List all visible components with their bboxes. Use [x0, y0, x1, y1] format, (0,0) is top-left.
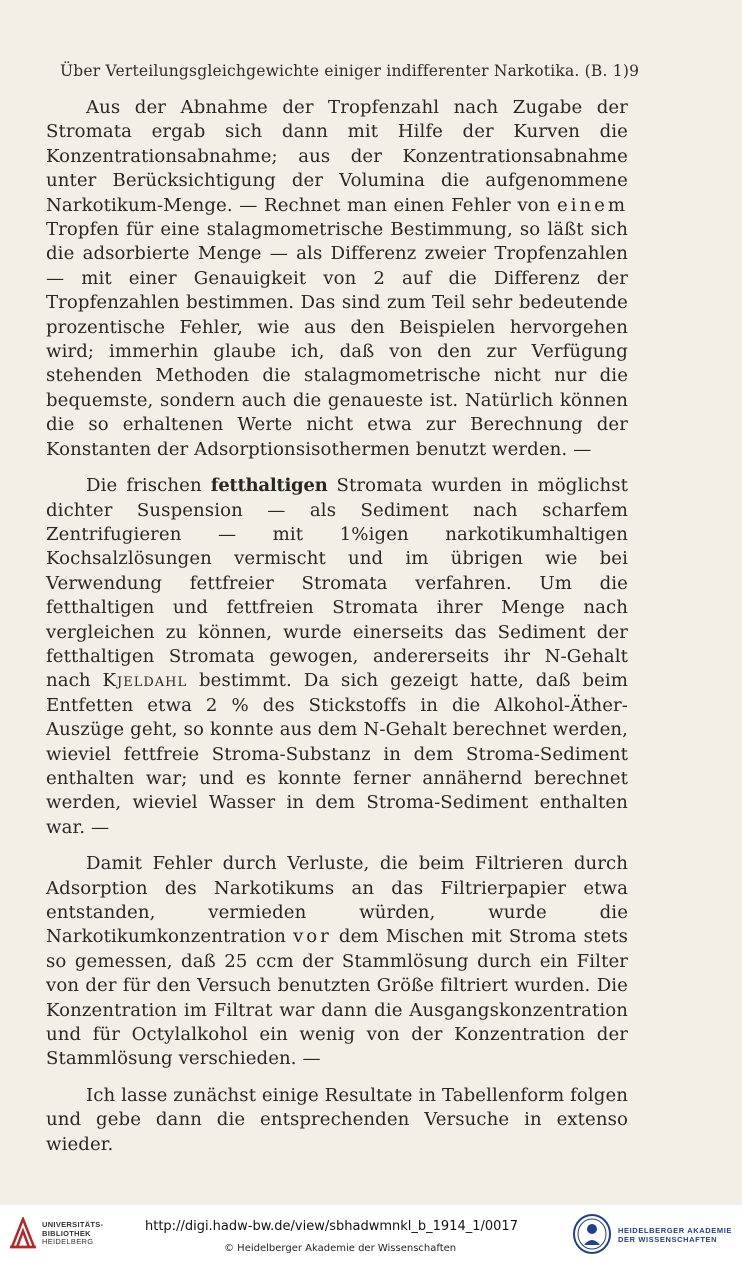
academy-wordmark [618, 1226, 732, 1244]
paragraph-2-text-b: Stromata wurden in möglichst dichter Suspension — als Sediment nach scharfem Zentrifugieren — mit 1%igen narkotikumhaltigen Kochsalzlösungen vermischt und im übrigen wie bei Verwendung fettfreier Stromata verfahren. Um die fetthaltigen und fettfreien Stromata ihrer Menge nach vergleichen zu können, wurde einerseits das Sediment der fetthaltigen Stromata gewogen, andererseits ihr N-Gehalt nach [46, 475, 628, 692]
academy-seal-icon [572, 1213, 612, 1255]
ub-line-1: UNIVERSITÄTS- [42, 1220, 104, 1229]
paragraph-1-text-b: Tropfen für eine stalagmometrische Bestimmung, so läßt sich die adsorbierte Menge — als Differenz zweier Tropfenzahlen — mit einer Genauigkeit von 2 auf die Differenz der Tropfenzahlen bestimmen. Das sind zum Teil sehr bedeutende prozentische Fehler, wie aus den Beispielen hervorgehen wird; immerhin glaube ich, daß von den zur Verfügung stehenden Methoden die stalagmometrische nicht nur die bequemste, sondern auch die genaueste ist. Natürlich können die so erhaltenen Werte nicht etwa zur Berechnung der Konstanten der Adsorptionsisothermen benutzt werden. — [46, 219, 628, 460]
paragraph-1-text-a: Aus der Abnahme der Tropfenzahl nach Zugabe der Stromata ergab sich dann mit Hilfe der Kurven die Konzentrationsabnahme; aus der Konzentrationsabnahme unter Berücksichtigung der Volumina die aufgenommene Narkotikum-Menge. — Rechnet man einen Fehler von [46, 97, 628, 216]
paragraph-4: Ich lasse zunächst einige Resultate in Tabellenform folgen und gebe dann die entsprechenden Versuche in extenso wieder. [46, 1084, 628, 1155]
body-text [46, 96, 628, 1157]
paragraph-3-text-a: Damit Fehler durch Verluste, die beim Filtrieren durch Adsorption des Narkotikums an das Filtrierpapier etwa entstanden, vermieden würden, wurde die Narkotikumkonzentration [46, 853, 628, 948]
ub-line-2: BIBLIOTHEK [42, 1228, 91, 1238]
university-library-emblem-icon [8, 1217, 38, 1249]
ub-line-3: HEIDELBERG [42, 1237, 94, 1246]
paragraph-2-text-a: Die frischen [86, 475, 202, 497]
academy-line-1: HEIDELBERGER AKADEMIE [618, 1226, 732, 1235]
paragraph-1 [46, 96, 628, 462]
academy-line-2: DER WISSENSCHAFTEN [618, 1235, 718, 1244]
author-name-kjeldahl: Kjeldahl [102, 670, 188, 692]
paragraph-2-bold-term: fetthaltigen [210, 475, 328, 497]
paragraph-2 [46, 474, 628, 840]
paragraph-2-text-c: bestimmt. Da sich gezeigt hatte, daß beim Entfetten etwa 2 % des Stickstoffs in die Alkohol-Äther-Auszüge geht, so konnte aus dem N-Gehalt berechnet werden, wieviel fettfreie Stroma-Substanz in dem Stroma-Sediment enthalten war; und es konnte ferner annähernd berechnet werden, wieviel Wasser in dem Stroma-Sediment enthalten war. — [46, 670, 629, 838]
academy-logo[interactable] [572, 1213, 740, 1257]
running-head-title: Über Verteilungsgleichgewichte einiger indifferenter Narkotika. (B. 1) [60, 62, 630, 80]
paragraph-1-emphasis: einem [556, 194, 628, 216]
copyright-notice: © Heidelberger Akademie der Wissenschaften [224, 1243, 457, 1254]
paragraph-3-text-b: dem Mischen mit Stroma stets so gemessen, daß 25 ccm der Stammlösung durch ein Filter von der für den Versuch benutzten Größe filtriert wurden. Die Konzentration im Filtrat war dann die Ausgangskonzentration und für Octylalkohol ein wenig von der Konzentration der Stammlösung verschieden. — [46, 926, 628, 1070]
digitization-footer [0, 1205, 742, 1262]
page-number: 9 [629, 62, 640, 80]
running-head [60, 62, 640, 80]
paragraph-3 [46, 852, 628, 1072]
university-library-logo[interactable] [8, 1215, 118, 1251]
university-library-wordmark [42, 1221, 103, 1247]
paragraph-3-emphasis: vor [293, 926, 332, 948]
permalink-url[interactable]: http://digi.hadw-bw.de/view/sbhadwmnkl_b_1914_1/0017 [145, 1219, 518, 1234]
